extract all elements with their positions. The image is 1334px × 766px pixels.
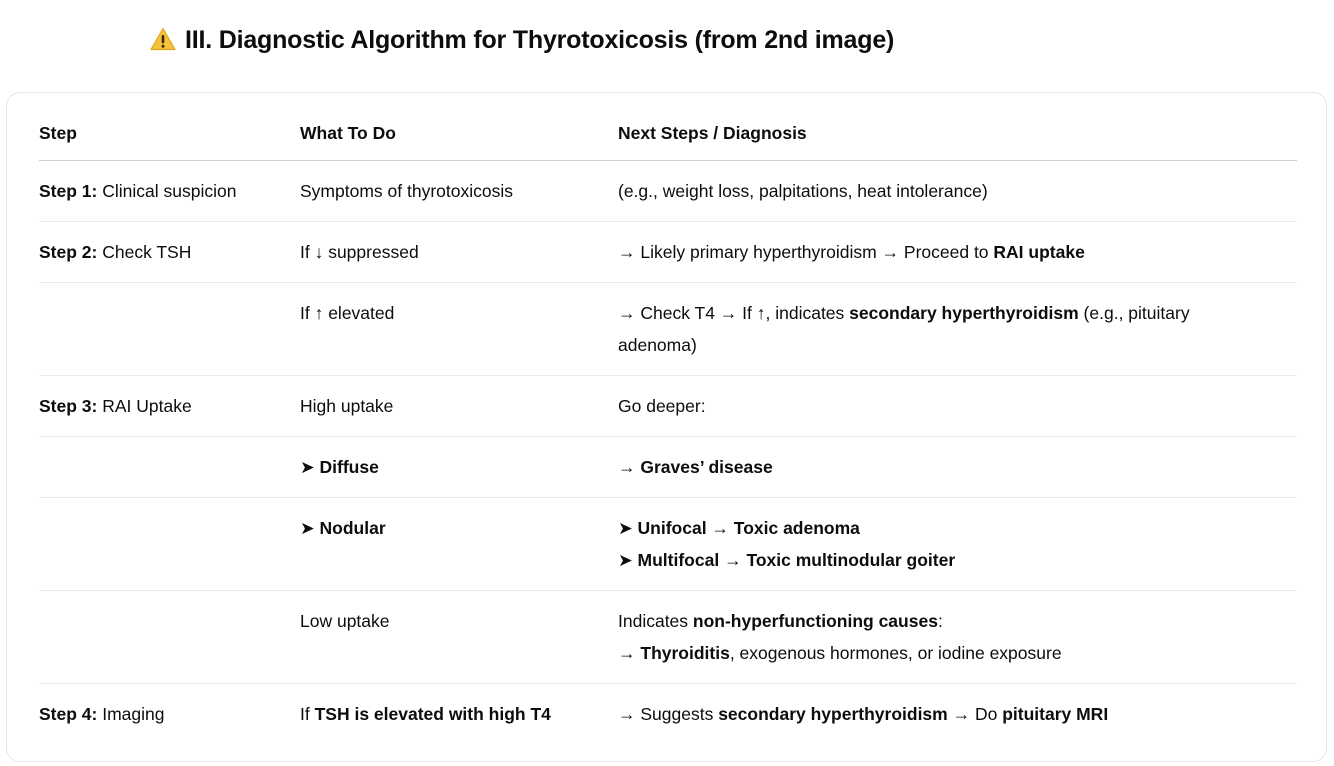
next-text: Indicates — [618, 611, 693, 631]
next-cell — [618, 498, 1297, 591]
table-row — [39, 376, 1297, 437]
todo-cell — [300, 437, 618, 498]
next-text: → Suggests — [618, 704, 719, 724]
warning-icon — [150, 27, 176, 51]
todo-cell — [300, 498, 618, 591]
next-emphasis: Graves’ disease — [640, 457, 773, 477]
header-step: Step — [39, 107, 300, 161]
step-text: Imaging — [97, 704, 165, 724]
todo-cell — [300, 591, 618, 684]
section-heading — [150, 20, 894, 60]
step-cell — [39, 161, 300, 222]
next-emphasis: RAI uptake — [993, 242, 1085, 262]
step-cell — [39, 437, 300, 498]
table-row — [39, 283, 1297, 376]
next-cell — [618, 161, 1297, 222]
next-text: → Check T4 → If ↑, indicates — [618, 303, 850, 323]
step-text: RAI Uptake — [97, 396, 192, 416]
step-label: Step 1: — [39, 181, 98, 201]
step-cell — [39, 222, 300, 283]
table-card — [6, 92, 1327, 762]
next-cell — [618, 591, 1297, 684]
todo-text: If ↓ suppressed — [300, 242, 419, 262]
table-row — [39, 437, 1297, 498]
todo-text: High uptake — [300, 396, 394, 416]
next-line — [618, 512, 1273, 544]
next-emphasis: ➤ Unifocal — [618, 518, 707, 538]
step-label: Step 4: — [39, 704, 98, 724]
todo-cell — [300, 283, 618, 376]
next-cell — [618, 283, 1297, 376]
next-text: : — [937, 611, 943, 631]
next-emphasis: non-hyperfunctioning causes — [692, 611, 938, 631]
next-line — [618, 605, 1273, 637]
table-header-row — [39, 107, 1297, 161]
next-line — [618, 637, 1273, 669]
step-cell — [39, 283, 300, 376]
next-cell — [618, 376, 1297, 437]
next-emphasis: Thyroiditis — [640, 643, 730, 663]
todo-text: Low uptake — [300, 611, 390, 631]
next-text: → Do — [947, 704, 1003, 724]
todo-cell — [300, 161, 618, 222]
step-cell — [39, 591, 300, 684]
next-text: → — [618, 643, 641, 663]
step-label: Step 3: — [39, 396, 98, 416]
step-text: Check TSH — [97, 242, 192, 262]
next-emphasis: Toxic multinodular goiter — [746, 550, 956, 570]
next-emphasis: secondary hyperthyroidism — [849, 303, 1079, 323]
next-text: → — [618, 457, 641, 477]
next-text: , exogenous hormones, or iodine exposure — [729, 643, 1062, 663]
todo-cell — [300, 222, 618, 283]
section-heading-text: III. Diagnostic Algorithm for Thyrotoxicosis (from 2nd image) — [185, 25, 895, 54]
table-row — [39, 498, 1297, 591]
table-row — [39, 222, 1297, 283]
todo-cell — [300, 684, 618, 745]
next-cell — [618, 222, 1297, 283]
todo-text: If ↑ elevated — [300, 303, 395, 323]
next-text: Go deeper: — [618, 396, 706, 416]
todo-text: If — [300, 704, 315, 724]
todo-text: ➤ Diffuse — [300, 457, 379, 477]
next-emphasis: pituitary MRI — [1002, 704, 1109, 724]
header-next-steps: Next Steps / Diagnosis — [618, 107, 1297, 161]
header-what-to-do: What To Do — [300, 107, 618, 161]
next-line — [618, 544, 1273, 576]
step-label: Step 2: — [39, 242, 98, 262]
next-text-tail: (e.g., pituitary adenoma) — [618, 303, 1190, 355]
next-text: → — [706, 518, 734, 538]
next-emphasis: ➤ Multifocal — [618, 550, 720, 570]
step-cell — [39, 376, 300, 437]
next-cell — [618, 437, 1297, 498]
table-row — [39, 684, 1297, 745]
todo-text: ➤ Nodular — [300, 518, 386, 538]
diagnostic-algorithm-table — [39, 107, 1297, 744]
next-text: → Likely primary hyperthyroidism → Proceed to — [618, 242, 994, 262]
table-row — [39, 591, 1297, 684]
table-row — [39, 161, 1297, 222]
step-cell — [39, 684, 300, 745]
todo-cell — [300, 376, 618, 437]
todo-text: Symptoms of thyrotoxicosis — [300, 181, 513, 201]
next-emphasis: secondary hyperthyroidism — [718, 704, 948, 724]
next-cell — [618, 684, 1297, 745]
todo-emphasis: TSH is elevated with high T4 — [314, 704, 551, 724]
step-cell — [39, 498, 300, 591]
next-emphasis: Toxic adenoma — [733, 518, 860, 538]
step-text: Clinical suspicion — [97, 181, 237, 201]
next-text: (e.g., weight loss, palpitations, heat intolerance) — [618, 181, 988, 201]
next-text: → — [719, 550, 747, 570]
